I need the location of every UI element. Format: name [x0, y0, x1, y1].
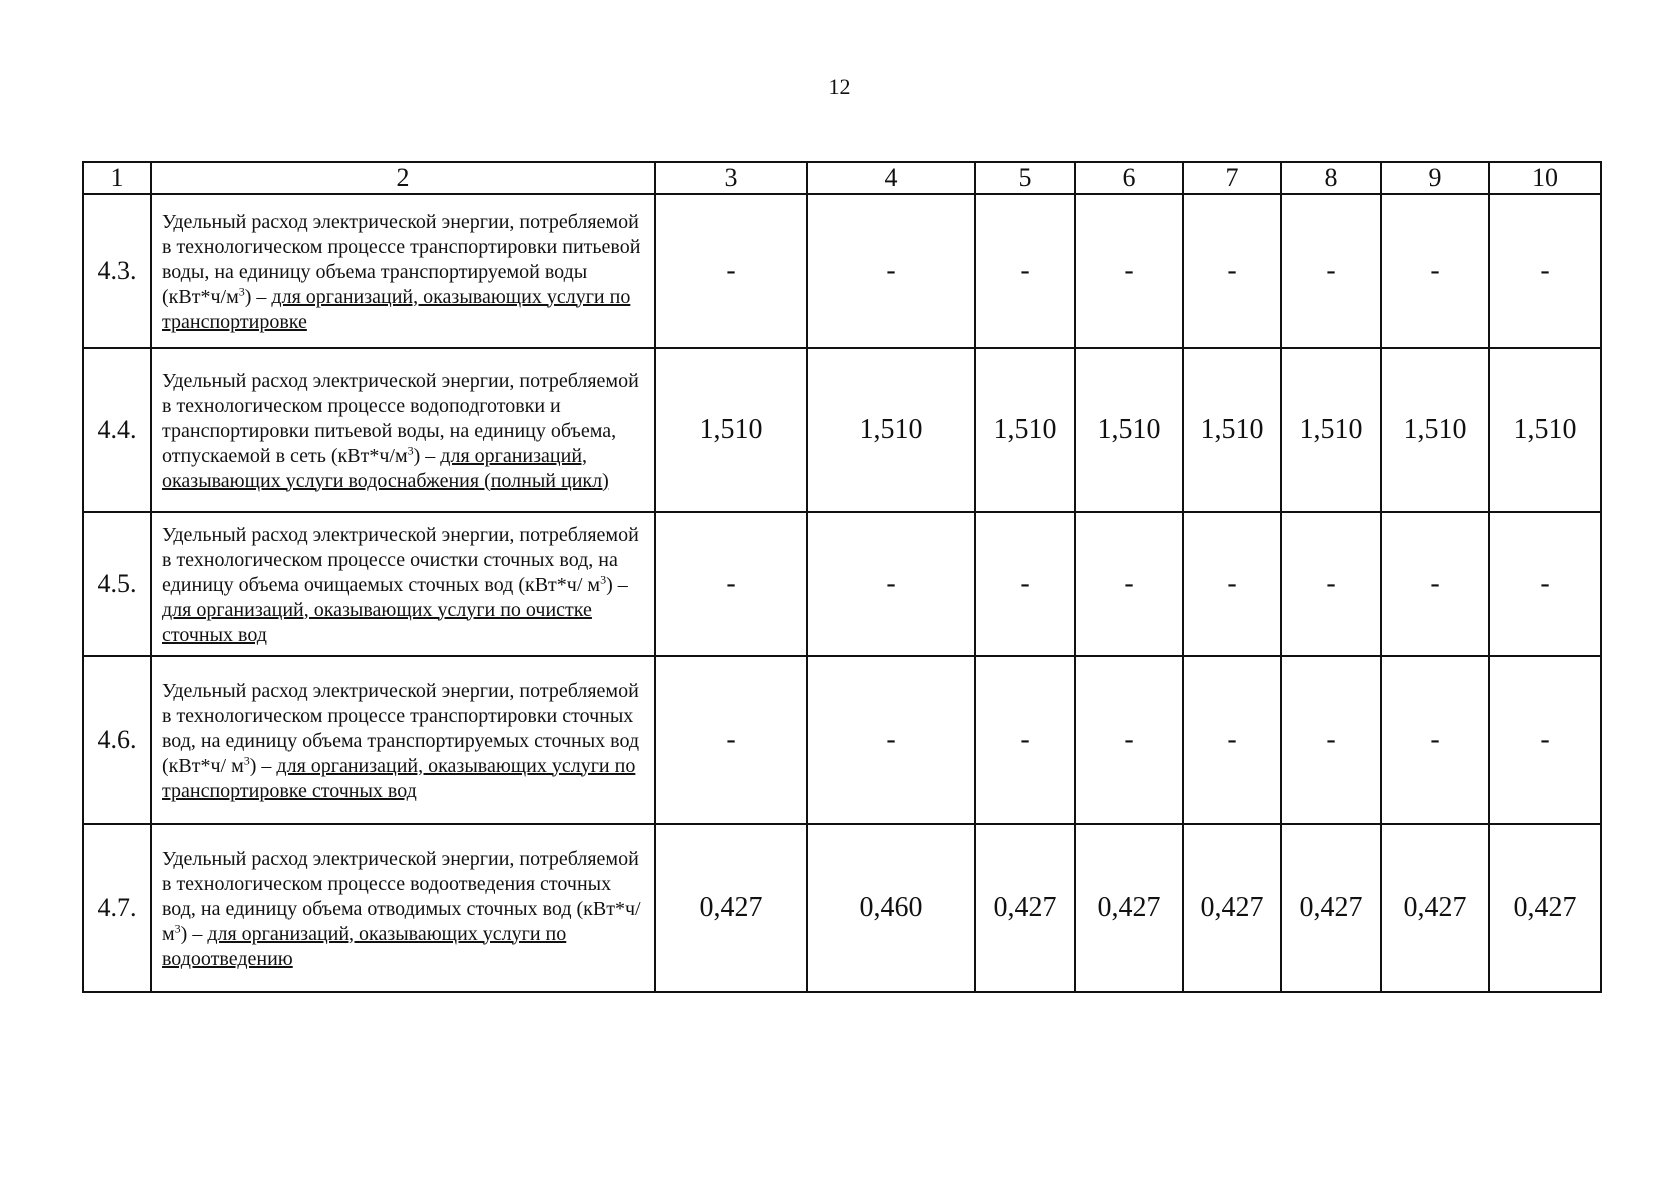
value-cell: -: [1281, 656, 1381, 824]
value-cell: -: [1489, 656, 1601, 824]
table-row: [83, 194, 1601, 348]
value-cell: -: [1183, 194, 1281, 348]
value-cell: -: [975, 512, 1075, 656]
description-text: Удельный расход электрической энергии, потребляемой в технологическом процессе транспортировки питьевой воды, на единицу объема транспортируемой воды (кВт*ч/м: [162, 210, 641, 308]
row-number: 4.7.: [83, 824, 151, 992]
value-cell: -: [975, 194, 1075, 348]
superscript: 3: [243, 752, 250, 767]
header-cell: 8: [1281, 162, 1381, 194]
value-cell: 0,427: [1075, 824, 1183, 992]
row-description: [151, 512, 655, 656]
description-underlined: для организаций, оказывающих услуги по транспортировке: [162, 285, 631, 333]
value-cell: -: [655, 656, 807, 824]
value-cell: -: [655, 512, 807, 656]
row-number: 4.3.: [83, 194, 151, 348]
description-text: Удельный расход электрической энергии, потребляемой в технологическом процессе водоотведения сточных вод, на единицу объема отводимых сточных вод (кВт*ч/ м: [162, 847, 641, 945]
superscript: 3: [600, 571, 607, 586]
description-dash: ) –: [244, 285, 272, 308]
header-cell: 10: [1489, 162, 1601, 194]
table-row: [83, 512, 1601, 656]
value-cell: 1,510: [1075, 348, 1183, 512]
value-cell: 1,510: [1281, 348, 1381, 512]
header-cell: 3: [655, 162, 807, 194]
value-cell: -: [1075, 194, 1183, 348]
value-cell: 0,427: [655, 824, 807, 992]
row-description: [151, 656, 655, 824]
value-cell: -: [655, 194, 807, 348]
header-cell: 2: [151, 162, 655, 194]
value-cell: 1,510: [655, 348, 807, 512]
description-dash: ) –: [413, 444, 441, 467]
header-row: [83, 162, 1601, 194]
indicators-table: [82, 161, 1602, 993]
value-cell: 1,510: [807, 348, 975, 512]
value-cell: 0,427: [1281, 824, 1381, 992]
value-cell: 0,427: [1183, 824, 1281, 992]
value-cell: 1,510: [1381, 348, 1489, 512]
value-cell: -: [975, 656, 1075, 824]
value-cell: -: [807, 512, 975, 656]
row-number: 4.6.: [83, 656, 151, 824]
value-cell: -: [1281, 512, 1381, 656]
superscript: 3: [238, 283, 245, 298]
description-underlined: для организаций, оказывающих услуги по транспортировке сточных вод: [162, 754, 636, 802]
description-dash: ) –: [249, 754, 277, 777]
value-cell: 0,427: [975, 824, 1075, 992]
row-description: [151, 348, 655, 512]
value-cell: 1,510: [1183, 348, 1281, 512]
row-description: [151, 194, 655, 348]
description-text: Удельный расход электрической энергии, потребляемой в технологическом процессе водоподготовки и транспортировки питьевой воды, на единицу объема, отпускаемой в сеть (кВт*ч/м: [162, 369, 639, 467]
header-cell: 4: [807, 162, 975, 194]
description-dash: ) –: [180, 922, 208, 945]
value-cell: -: [1281, 194, 1381, 348]
row-number: 4.5.: [83, 512, 151, 656]
description-underlined: для организаций, оказывающих услуги по водоотведению: [162, 922, 567, 970]
page-number: 12: [828, 74, 851, 99]
value-cell: -: [1381, 656, 1489, 824]
table-row: [83, 656, 1601, 824]
value-cell: 0,427: [1381, 824, 1489, 992]
value-cell: -: [807, 656, 975, 824]
value-cell: -: [807, 194, 975, 348]
value-cell: -: [1381, 194, 1489, 348]
value-cell: -: [1183, 656, 1281, 824]
description-text: Удельный расход электрической энергии, потребляемой в технологическом процессе транспортировки сточных вод, на единицу объема транспортируемых сточных вод (кВт*ч/ м: [162, 679, 640, 777]
header-cell: 7: [1183, 162, 1281, 194]
row-number: 4.4.: [83, 348, 151, 512]
value-cell: -: [1489, 512, 1601, 656]
header-cell: 9: [1381, 162, 1489, 194]
table-row: [83, 348, 1601, 512]
description-dash: ) –: [606, 573, 628, 596]
description-underlined: для организаций, оказывающих услуги по очистке сточных вод: [162, 598, 592, 646]
header-cell: 6: [1075, 162, 1183, 194]
value-cell: 0,460: [807, 824, 975, 992]
header-cell: 5: [975, 162, 1075, 194]
table-row: [83, 824, 1601, 992]
row-description: [151, 824, 655, 992]
value-cell: -: [1489, 194, 1601, 348]
value-cell: -: [1075, 656, 1183, 824]
value-cell: -: [1183, 512, 1281, 656]
description-underlined: для организаций, оказывающих услуги водоснабжения (полный цикл): [162, 444, 609, 492]
description-text: Удельный расход электрической энергии, потребляемой в технологическом процессе очистки сточных вод, на единицу объема очищаемых сточных вод (кВт*ч/ м: [162, 523, 639, 596]
value-cell: -: [1075, 512, 1183, 656]
value-cell: 0,427: [1489, 824, 1601, 992]
value-cell: -: [1381, 512, 1489, 656]
value-cell: 1,510: [975, 348, 1075, 512]
header-cell: 1: [83, 162, 151, 194]
superscript: 3: [174, 920, 181, 935]
value-cell: 1,510: [1489, 348, 1601, 512]
superscript: 3: [407, 442, 414, 457]
